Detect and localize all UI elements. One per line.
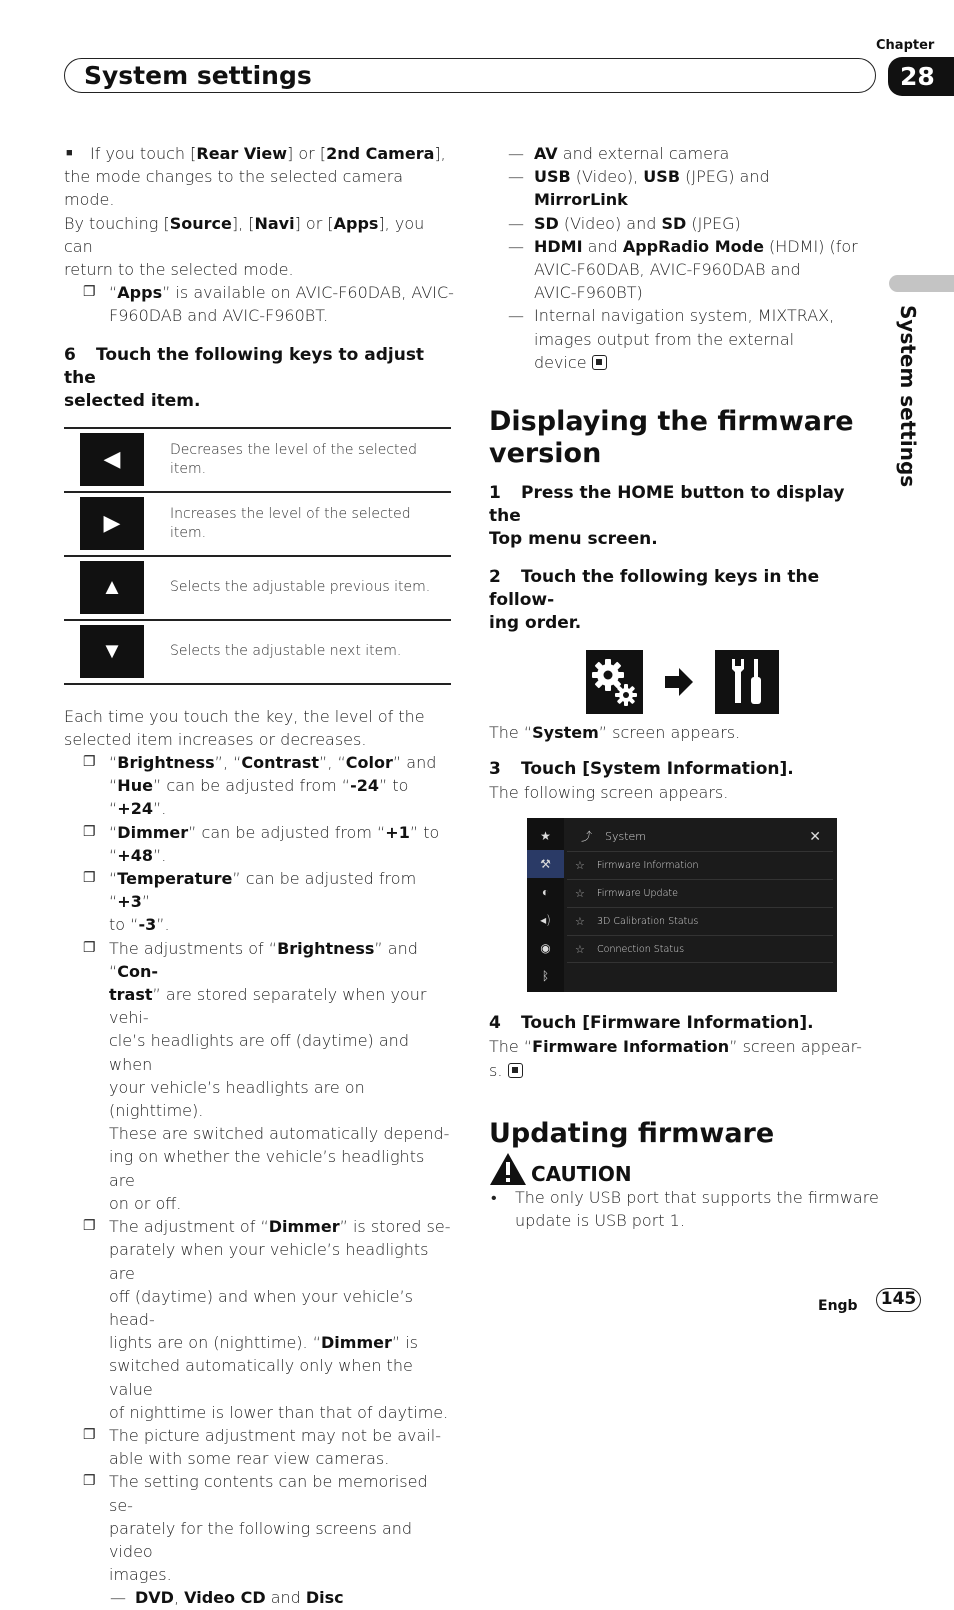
checkbox-bullet-icon: ❐	[83, 870, 96, 887]
each-time-text: Each time you touch the key, the level of the selected item increases or decreases.	[64, 706, 425, 749]
star-icon: ☆	[575, 887, 585, 901]
language-label: Engb	[818, 1298, 858, 1314]
list-item[interactable]: ☆ Connection Status	[567, 935, 833, 963]
disc-icon[interactable]: ◉	[540, 940, 551, 955]
table-row	[64, 429, 451, 493]
up-arrow-button[interactable]	[80, 561, 144, 614]
dash-item-sd: — SD (Video) and SD (JPEG)	[508, 213, 741, 233]
bluetooth-icon[interactable]: ᛒ	[541, 968, 550, 983]
right-arrow-button[interactable]	[80, 497, 144, 550]
right-arrow-icon: ▶	[103, 511, 121, 537]
intro-line-2: the mode changes to the selected camera mode.	[64, 167, 404, 210]
right-column	[489, 142, 881, 1232]
end-mark-icon	[592, 355, 607, 370]
down-arrow-button[interactable]	[80, 625, 144, 678]
caution-item: • The only USB port that supports the firmware update is USB port 1.	[491, 1187, 879, 1231]
table-row	[64, 621, 451, 685]
note-temperature: ❐ “Temperature” can be adjusted from “+3” to “-3”.	[83, 869, 417, 935]
checkbox-bullet-icon: ❐	[83, 1426, 96, 1443]
side-tab-label: System settings	[896, 305, 920, 488]
intro-note: ■ If you touch [Rear View] or [2nd Camera],	[64, 142, 454, 165]
apps-note: ❐ “Apps” is available on AVIC-F60DAB, AVIC- F960DAB and AVIC-F960BT.	[83, 283, 454, 326]
checkbox-bullet-icon: ❐	[83, 939, 96, 956]
end-mark-icon	[508, 1063, 523, 1078]
bullet-icon: •	[491, 1187, 497, 1207]
checkbox-bullet-icon: ❐	[83, 823, 96, 840]
note-dimmer-stored: ❐ The adjustment of “Dimmer” is stored se- parately when your vehicle’s headlights are off (daytime) and when your vehicle’s head- lights are on (nighttime). “Dimmer” is switched automatically only when the value of nighttime is lower than that of daytime.	[83, 1217, 451, 1422]
theme-icon[interactable]: ◐	[541, 884, 550, 899]
step-3: 3 Touch [System Information].	[489, 759, 794, 780]
caution-heading: CAUTION	[489, 1152, 881, 1186]
back-icon[interactable]: ⤴	[581, 830, 592, 844]
chapter-label: Chapter	[876, 38, 935, 53]
star-icon: ☆	[575, 859, 585, 873]
key-description: Increases the level of the selected item.	[170, 505, 411, 541]
step-4: 4 Touch [Firmware Information].	[489, 1013, 814, 1034]
key-description: Selects the adjustable previous item.	[170, 579, 431, 596]
checkbox-bullet-icon: ❐	[83, 284, 96, 301]
system-tab-icon[interactable]: ⚒	[527, 850, 564, 878]
dash-item-internal: — Internal navigation system, MIXTRAX, images output from the external device	[508, 306, 835, 372]
left-column	[64, 142, 454, 1610]
up-arrow-icon: ▲	[101, 575, 123, 601]
step-6: 6 Touch the following keys to adjust the selected item.	[64, 344, 425, 411]
side-tab-marker	[889, 275, 954, 292]
note-brightness: ❐ “Brightness”, “Contrast”, “Color” and “Hue” can be adjusted from “-24” to “+24”.	[83, 753, 437, 819]
key-description: Decreases the level of the selected item.	[170, 441, 418, 477]
page-title: System settings	[84, 61, 312, 90]
dash-item-dvd: — DVD, Video CD and Disc	[110, 1588, 344, 1608]
dash-item-usb: — USB (Video), USB (JPEG) and MirrorLink	[508, 167, 770, 210]
system-screen	[527, 818, 837, 992]
intro-line-4: return to the selected mode.	[64, 260, 294, 280]
dash-item-hdmi: — HDMI and AppRadio Mode (HDMI) (for AVIC-F60DAB, AVIC-F960DAB and AVIC-F960BT)	[508, 236, 858, 303]
star-icon: ☆	[575, 915, 585, 929]
list-item[interactable]: ☆ Firmware Update	[567, 879, 833, 907]
system-key[interactable]	[715, 650, 779, 714]
checkbox-bullet-icon: ❐	[83, 1473, 96, 1490]
star-icon: ☆	[575, 943, 585, 957]
down-arrow-icon: ▼	[101, 639, 123, 665]
list-item[interactable]: ☆ 3D Calibration Status	[567, 907, 833, 935]
dash-item-av: — AV and external camera	[508, 144, 730, 163]
note-dimmer: ❐ “Dimmer” can be adjusted from “+1” to “+48”.	[83, 822, 440, 865]
favorite-star-icon[interactable]: ★	[540, 828, 551, 843]
left-arrow-icon: ◀	[103, 447, 121, 473]
square-bullet-icon: ■	[66, 146, 73, 159]
table-row	[64, 557, 451, 621]
close-icon[interactable]: ✕	[809, 829, 821, 846]
page-number: 145	[876, 1288, 921, 1312]
note-memorised: ❐ The setting contents can be memorised se- parately for the following screens and video images.	[83, 1472, 428, 1585]
gears-icon	[590, 655, 640, 709]
left-arrow-button[interactable]	[80, 433, 144, 486]
screen-title: System	[605, 830, 647, 844]
list-item[interactable]: ☆ Firmware Information	[567, 851, 833, 879]
note-picture: ❐ The picture adjustment may not be avail- able with some rear view cameras.	[83, 1425, 441, 1469]
screen-header	[567, 824, 833, 850]
key-description: Selects the adjustable next item.	[170, 643, 402, 660]
key-sequence	[489, 649, 881, 715]
intro-line-3: By touching [Source], [Navi] or [Apps], you can	[64, 213, 425, 256]
heading-updating-firmware: Updating firmware	[489, 1117, 775, 1149]
chapter-number: 28	[888, 57, 954, 96]
tools-icon	[724, 655, 770, 709]
arrow-right-icon	[643, 662, 715, 702]
fw-appears-text: The “Firmware Information” screen appear- s.	[489, 1037, 862, 1080]
step-2: 2 Touch the following keys in the follow- ing order.	[489, 567, 820, 634]
table-row	[64, 493, 451, 557]
warning-icon	[489, 1152, 527, 1186]
audio-icon[interactable]: ◂)	[540, 912, 551, 927]
checkbox-bullet-icon: ❐	[83, 754, 96, 771]
following-screen-text: The following screen appears.	[489, 783, 729, 803]
step-1: 1 Press the HOME button to display the Top menu screen.	[489, 483, 845, 550]
heading-firmware-version: Displaying the firmware version	[489, 406, 854, 470]
system-appears-text: The “System” screen appears.	[489, 723, 741, 743]
checkbox-bullet-icon: ❐	[83, 1218, 96, 1235]
key-table	[64, 427, 451, 685]
note-adjustments: ❐ The adjustments of “Brightness” and “Con- trast” are stored separately when your vehi- cle’s headlights are off (daytime) and when your vehicle’s headlights are on (nighttime). These are switched automatically depend- ing on whether the vehicle’s headlights are on or off.	[83, 938, 450, 1213]
settings-key[interactable]	[586, 650, 643, 714]
